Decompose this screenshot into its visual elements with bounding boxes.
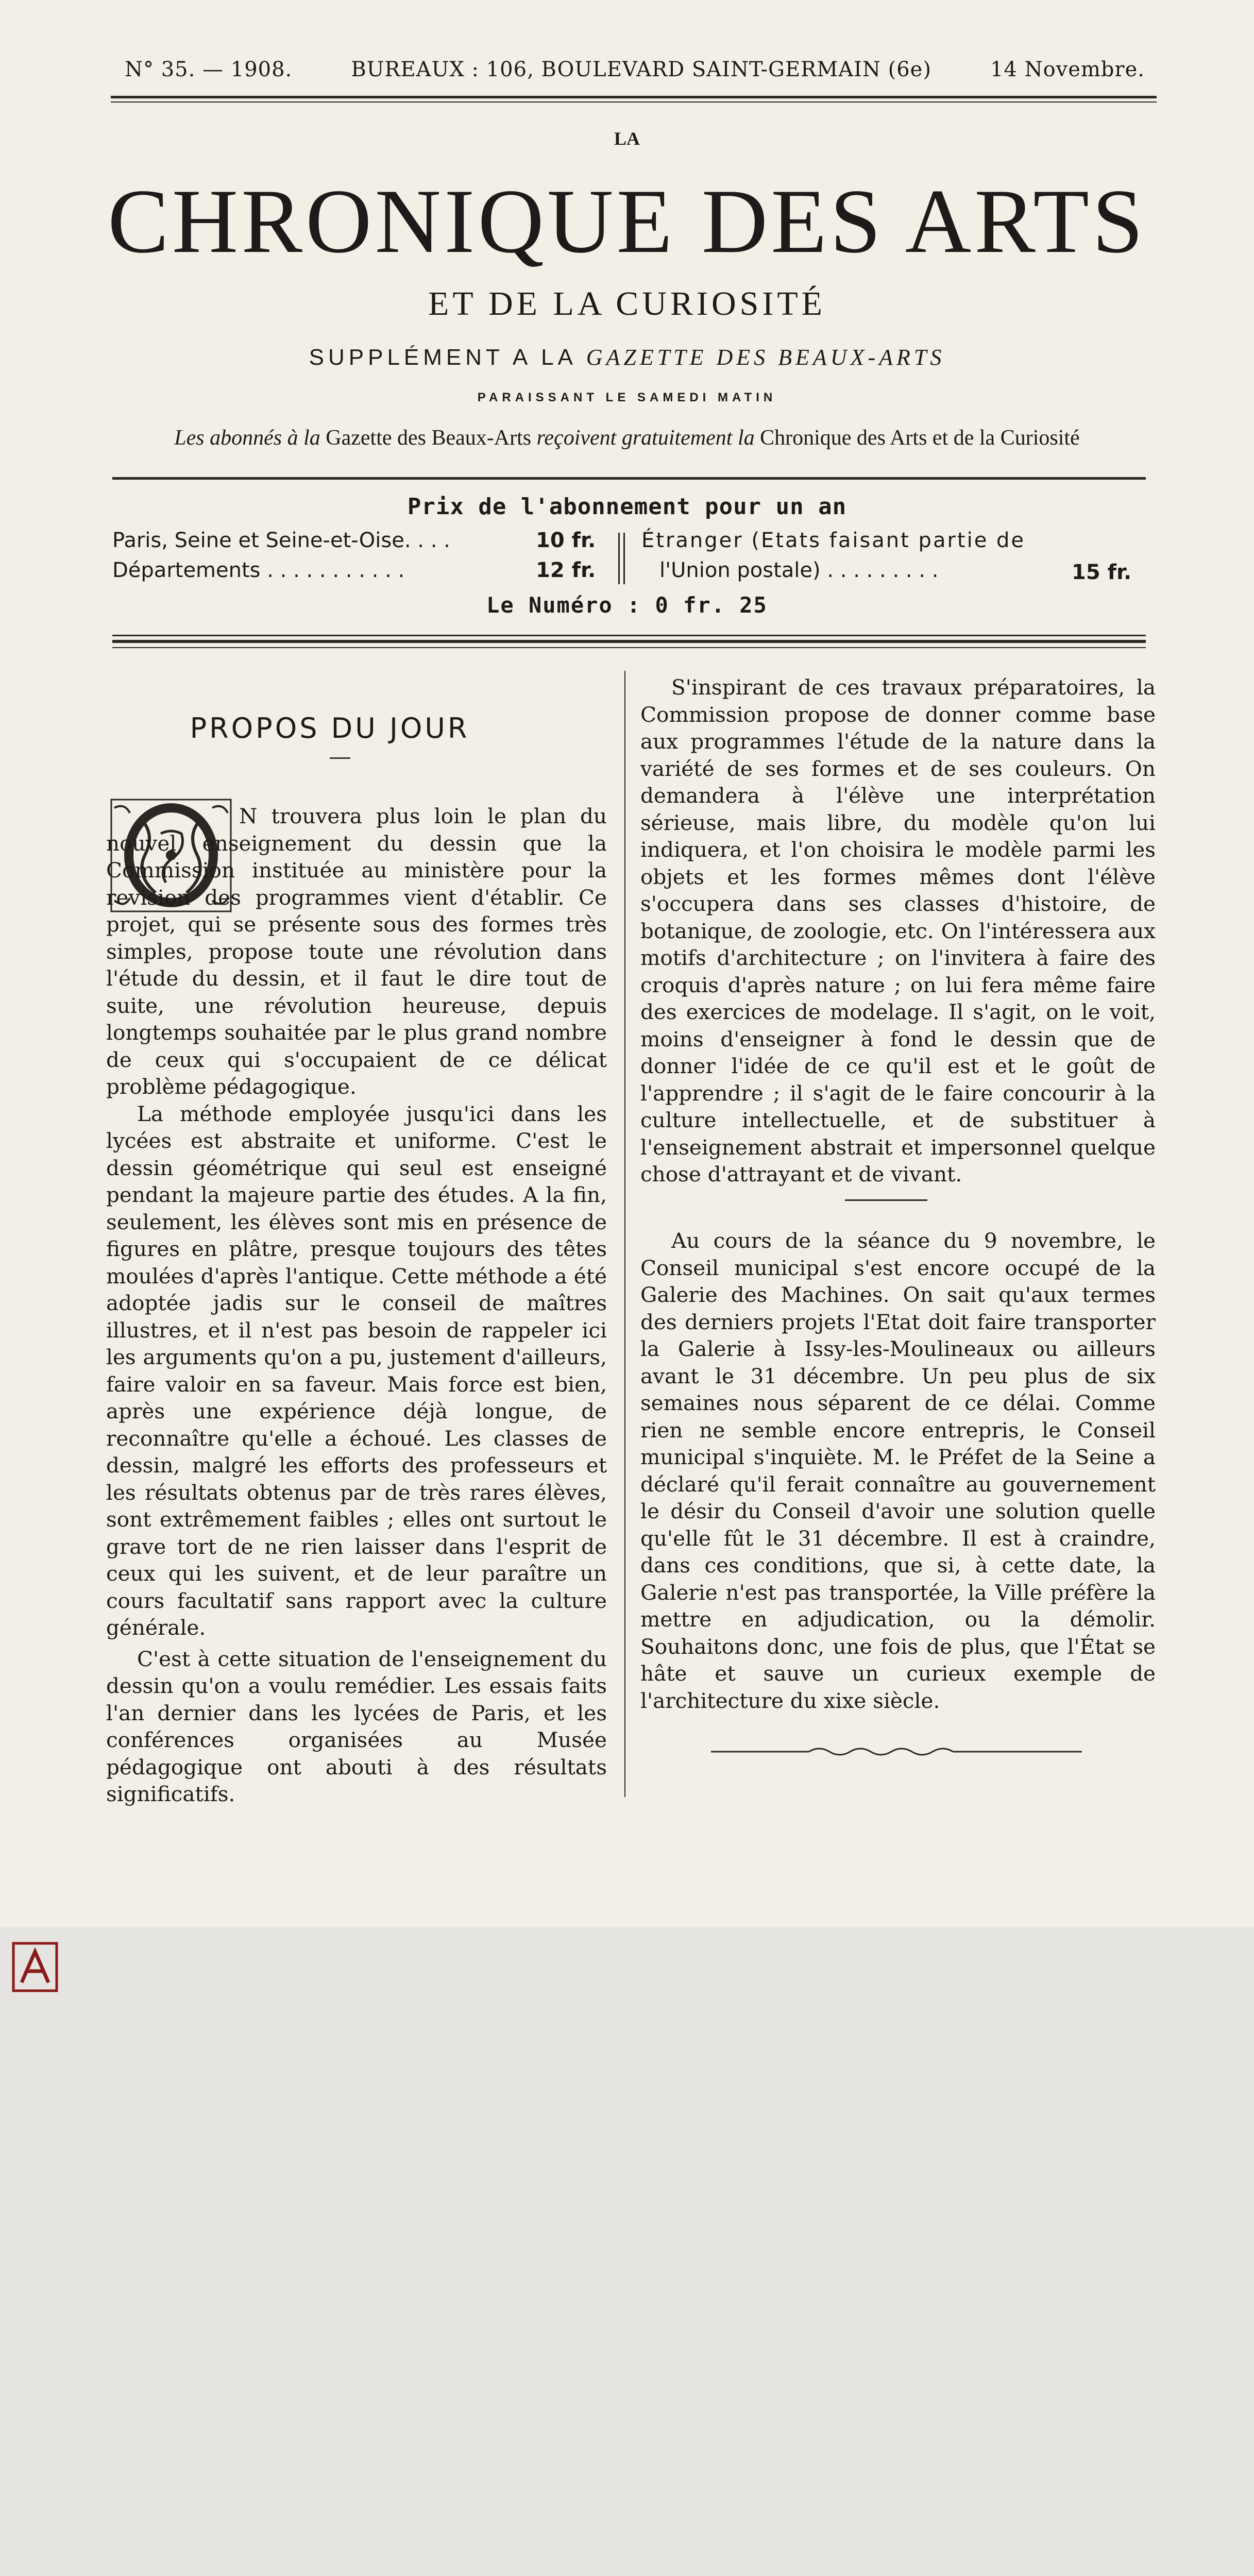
- paragraph-1-text: trouvera plus loin le plan du nouvel enseignement du dessin que la Commission instituée au ministère pour la revision des programmes vient d'établir. Ce projet, qui se présente sous des formes très simples, propose toute une révolution dans l'étude du dessin, et il faut le dire tout de suite, une révolution heureuse, depuis longtemps souhaitée par le plus grand nombre de ceux qui s'occupaient de ce délicat problème pédagogique.: [106, 804, 607, 1099]
- paragraph-2: La méthode employée jusqu'ici dans les lycées est abstraite et uniforme. C'est le dessin géométrique qui seul est enseigné pendant la majeure partie des études. A la fin, seulement, les élèves sont mis en présence de figures en plâtre, presque toujours des têtes moulées d'après l'antique. Cette méthode a été adoptée jadis sur le conseil de maîtres illustres, et il n'est pas besoin de rappeler ici les arguments qu'on a pu, justement d'ailleurs, faire valoir en sa faveur. Mais force est bien, après une expérience déjà longue, de reconnaître qu'elle a échoué. Les classes de dessin, malgré les efforts des professeurs et les résultats obtenus par de très rares élèves, sont extrêmement faibles ; elles ont surtout le grave tort de ne rien laisser dans l'esprit de ceux qui les suivent, et de leur paraître un cours facultatif sans rapport avec la culture générale.: [106, 1101, 607, 1640]
- abonnes-part-4: Chronique des Arts et de la Curiosité: [760, 426, 1080, 450]
- header-rule-thin: [111, 101, 1157, 103]
- subscribers-note: [0, 426, 1254, 450]
- supplement-prefix: SUPPLÉMENT A LA: [309, 345, 586, 370]
- left-column: [106, 803, 607, 1808]
- ornamental-flourish-icon: [711, 1741, 1082, 1762]
- paragraph-5: Au cours de la séance du 9 novembre, le Conseil municipal s'est encore occupé de la Galerie des Machines. On sait qu'aux termes des derniers projets l'Etat doit faire transporter la Galerie à Issy-les-Moulineaux ou ailleurs avant le 31 décembre. Un peu plus de six semaines nous séparent de ce délai. Comme rien ne semble encore entrepris, le Conseil municipal s'inquiète. M. le Préfet de la Seine a déclaré qu'il ferait connaître au gouvernement le désir du Conseil d'avoir une solution quelle qu'elle fût le 31 décembre. Il est à craindre, dans ces conditions, que si, à cette date, la Galerie n'est pas transportée, la Ville préfère la mettre en adjudication, ou la démolir. Souhaitons donc, une fois de plus, que l'État se hâte et sauve un curieux exemple de l'architecture du xixe siècle.: [640, 1228, 1156, 1713]
- paragraph-1-lead: [106, 803, 607, 1100]
- right-column: [640, 674, 1156, 1188]
- supplement-gazette: GAZETTE DES BEAUX-ARTS: [586, 345, 945, 370]
- issue-header: [125, 58, 1145, 81]
- masthead-subtitle: ET DE LA CURIOSITÉ: [428, 285, 826, 323]
- bureaux-address: BUREAUX : 106, BOULEVARD SAINT-GERMAIN (6e): [351, 58, 931, 81]
- header-rule: [111, 96, 1157, 98]
- publication-schedule: PARAISSANT LE SAMEDI MATIN: [477, 391, 777, 404]
- article-title: PROPOS DU JOUR: [190, 712, 470, 744]
- paris-label: Paris, Seine et Seine-et-Oise. . . .: [112, 529, 450, 552]
- subscription-rule-thick: [112, 640, 1146, 643]
- etranger-price: 15 fr.: [1072, 561, 1132, 584]
- departements-label: Départements . . . . . . . . . . .: [112, 558, 405, 582]
- abonnes-part-1: Les abonnés à la: [174, 426, 326, 450]
- drop-letter: N: [239, 804, 258, 828]
- masthead-rule: [112, 477, 1146, 480]
- subscription-rule-top: [112, 635, 1146, 636]
- paris-price: 10 fr.: [536, 529, 596, 552]
- abonnes-part-3: reçoivent gratuitement la: [536, 426, 760, 450]
- university-library-logo-icon: [11, 1941, 59, 1993]
- supplement-line: [0, 344, 1254, 370]
- title-dash: [330, 757, 350, 759]
- subscription-rule-bottom: [112, 647, 1146, 648]
- masthead-la: LA: [614, 128, 640, 149]
- digitization-footer: [0, 1927, 1254, 2020]
- etranger-line1: Étranger (Etats faisant partie de: [641, 529, 1026, 552]
- etranger-line2: l'Union postale) . . . . . . . . .: [659, 558, 939, 582]
- right-column-second: [640, 1227, 1156, 1714]
- departements-price: 12 fr.: [536, 558, 596, 582]
- issue-date: 14 Novembre.: [990, 58, 1145, 81]
- issue-number: N° 35. — 1908.: [125, 58, 293, 81]
- column-divider: [624, 671, 625, 1797]
- price-divider-2: [623, 533, 625, 584]
- paragraph-4: S'inspirant de ces travaux préparatoires, la Commission propose de donner comme base aux programmes l'étude de la nature dans la variété de ses formes et de ses couleurs. On demandera à l'élève une interprétation sérieuse, mais libre, du modèle qu'on lui indiquera, et l'on choisira le modèle parmi les objets et les formes mêmes dont l'élève s'occupera dans ses classes d'histoire, de botanique, de zoologie, etc. On l'intéressera aux motifs d'architecture ; on l'invitera à faire des croquis d'après nature ; on lui fera même faire des exercices de modelage. Il s'agit, on le voit, moins d'enseigner à fond le dessin que de donner l'idée de ce qu'il est et le goût de l'apprendre ; il s'agit de le faire concourir à la culture intellectuelle, et de substituer à l'enseignement abstrait et impersonnel quelque chose d'attrayant et de vivant.: [640, 675, 1156, 1187]
- subscription-title: Prix de l'abonnement pour un an: [407, 494, 847, 520]
- masthead-title: CHRONIQUE DES ARTS: [108, 170, 1146, 272]
- single-issue-price: Le Numéro : 0 fr. 25: [486, 592, 768, 618]
- abonnes-part-2: Gazette des Beaux-Arts: [326, 426, 537, 450]
- paragraph-3: C'est à cette situation de l'enseignement du dessin qu'on a voulu remédier. Les essais faits l'an dernier dans les lycées de Paris, et les conférences organisées au Musée pédagogique ont abouti à des résultats significatifs.: [106, 1646, 607, 1806]
- section-separator: [845, 1199, 927, 1201]
- price-divider: [618, 533, 620, 584]
